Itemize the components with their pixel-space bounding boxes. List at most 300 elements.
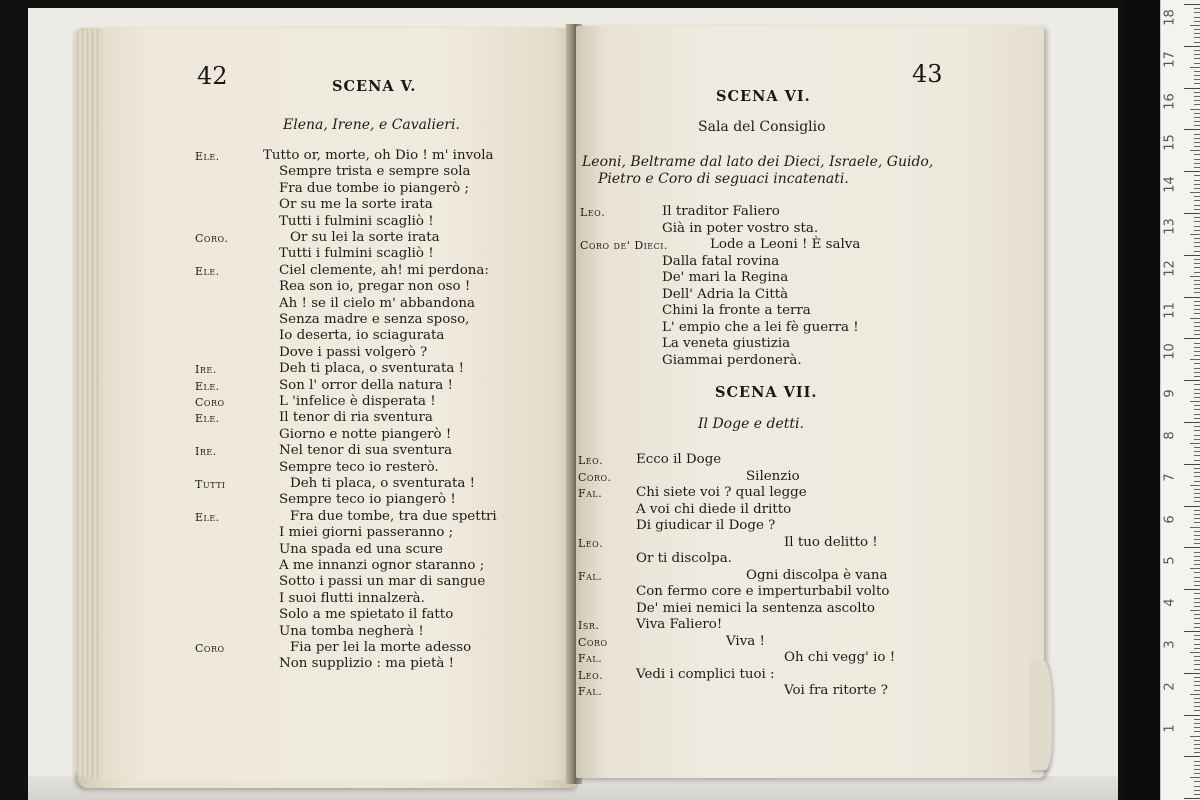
right-scene-heading-2: SCENA VII. [715, 384, 818, 401]
ruler-tick [1194, 618, 1200, 619]
ruler-tick [1194, 497, 1200, 498]
ruler-tick [1194, 75, 1200, 76]
dialogue-line: Chini la fronte a terra [662, 303, 811, 318]
ruler-tick [1194, 639, 1200, 640]
ruler-tick [1194, 752, 1200, 753]
ruler-tick [1194, 627, 1200, 628]
verse-line: Tutto or, morte, oh Dio ! m' invola [263, 148, 494, 163]
left-characters: Elena, Irene, e Cavalieri. [283, 117, 460, 133]
ruler-tick [1194, 246, 1200, 247]
verse-line: Sotto i passi un mar di sangue [279, 574, 486, 590]
dialogue-line: Giammai perdonerà. [662, 352, 802, 368]
verse-line: Deh ti placa, o sventurata ! [279, 361, 464, 377]
ruler-tick [1194, 790, 1200, 791]
verse-line: I miei giorni passeranno ; [279, 525, 454, 541]
ruler-tick [1194, 581, 1200, 582]
ruler-tick [1194, 200, 1200, 201]
ruler-tick [1194, 267, 1200, 268]
ruler-tick [1194, 175, 1200, 176]
ruler-number: 18 [1162, 9, 1178, 26]
ruler-tick [1194, 685, 1200, 686]
ruler-tick [1194, 740, 1200, 741]
speaker-label: Coro [195, 642, 225, 655]
ruler-tick [1194, 669, 1200, 670]
ruler-tick [1194, 33, 1200, 34]
ruler-tick [1194, 656, 1200, 657]
ruler-tick [1194, 180, 1200, 181]
dialogue-line: Il traditor Faliero [662, 204, 780, 219]
ruler-tick [1194, 393, 1200, 394]
right-characters-line-2: Pietro e Coro di seguaci incatenati. [598, 171, 849, 187]
ruler-tick [1194, 794, 1200, 795]
ruler-tick [1194, 439, 1200, 440]
ruler-tick [1184, 756, 1200, 757]
verse-line: Or su lei la sorte irata [290, 230, 440, 245]
verse-line: Senza madre e senza sposo, [279, 312, 470, 327]
ruler-tick [1194, 284, 1200, 285]
verse-line: Giorno e notte piangerò ! [279, 426, 452, 442]
ruler-tick [1194, 556, 1200, 557]
dialogue-line: Con fermo core e imperturbabil volto [636, 584, 890, 599]
ruler-tick [1194, 744, 1200, 745]
ruler-tick [1194, 301, 1200, 302]
ruler-tick [1194, 17, 1200, 18]
ruler-number: 7 [1162, 473, 1178, 482]
ruler-tick [1184, 213, 1200, 214]
ruler-tick [1194, 681, 1200, 682]
ruler-tick [1194, 217, 1200, 218]
ruler-tick [1194, 769, 1200, 770]
ruler-tick [1194, 355, 1200, 356]
ruler-tick [1184, 589, 1200, 590]
open-book [70, 20, 1050, 790]
ruler-number: 13 [1162, 218, 1178, 235]
ruler-number: 15 [1162, 134, 1178, 152]
verse-line: Una tomba negherà ! [279, 623, 424, 639]
ruler-tick [1194, 146, 1200, 147]
verse-line: I suoi flutti innalzerà. [279, 590, 425, 606]
ruler-tick [1194, 188, 1200, 189]
verse-line: Ah ! se il cielo m' abbandona [279, 295, 475, 311]
ruler-tick [1190, 318, 1200, 319]
ruler-tick [1194, 786, 1200, 787]
ruler-tick [1194, 518, 1200, 519]
ruler-tick [1194, 21, 1200, 22]
ruler-tick [1194, 460, 1200, 461]
dialogue-line: Or ti discolpa. [636, 551, 732, 566]
ruler-tick [1194, 221, 1200, 222]
speaker-label: Leo. [578, 536, 604, 550]
ruler-tick [1194, 606, 1200, 607]
ruler-tick [1184, 297, 1200, 298]
ruler-tick [1194, 154, 1200, 155]
ruler-tick [1190, 25, 1200, 26]
ruler-tick [1194, 142, 1200, 143]
verse-line: Il tenor di ria sventura [279, 410, 433, 426]
ruler-tick [1194, 163, 1200, 164]
ruler-tick [1194, 117, 1200, 118]
ruler-tick [1194, 572, 1200, 573]
ruler-tick [1190, 150, 1200, 151]
speaker-label: Coro de' Dieci. [580, 239, 668, 252]
dialogue-line: De' miei nemici la sentenza ascolto [636, 600, 875, 616]
ruler-tick [1194, 259, 1200, 260]
speaker-label: Coro [578, 635, 608, 649]
page-edges [74, 30, 104, 778]
right-page [576, 26, 1044, 778]
dialogue-line: Dalla fatal rovina [662, 253, 780, 269]
ruler-tick [1190, 401, 1200, 402]
scene-setting: Sala del Consiglio [698, 119, 826, 135]
left-scene-heading: SCENA V. [332, 78, 417, 95]
ruler-tick [1194, 677, 1200, 678]
speaker-label: Fal. [578, 652, 603, 665]
ruler-tick [1194, 447, 1200, 448]
speaker-label: Fal. [578, 685, 603, 698]
ruler-tick [1194, 409, 1200, 410]
speaker-label: Isr. [578, 619, 600, 632]
dialogue-line: Il tuo delitto ! [784, 534, 878, 550]
ruler-tick [1194, 455, 1200, 456]
dialogue-line: A voi chi diede il dritto [636, 501, 792, 517]
torn-page-corner [1030, 660, 1052, 770]
ruler-number: 9 [1162, 389, 1178, 398]
speaker-label: Fal. [578, 569, 603, 583]
ruler-tick [1194, 489, 1200, 490]
ruler-tick [1190, 67, 1200, 68]
speaker-label: Tutti [195, 478, 226, 491]
speaker-label: Coro [195, 396, 225, 409]
ruler-tick [1184, 380, 1200, 381]
ruler-tick [1194, 510, 1200, 511]
ruler-tick [1194, 710, 1200, 711]
ruler-number: 1 [1162, 723, 1178, 733]
ruler-tick [1194, 543, 1200, 544]
ruler-tick [1194, 125, 1200, 126]
ruler-number: 2 [1162, 682, 1178, 691]
ruler-tick [1184, 171, 1200, 172]
ruler-tick [1184, 547, 1200, 548]
ruler-tick [1194, 368, 1200, 369]
ruler-tick [1194, 660, 1200, 661]
ruler-tick [1194, 501, 1200, 502]
ruler-tick [1194, 372, 1200, 373]
ruler-tick [1194, 384, 1200, 385]
speaker-label: Ire. [195, 445, 217, 459]
speaker-label: Ele. [195, 412, 220, 426]
ruler-tick [1194, 363, 1200, 364]
ruler-tick [1194, 531, 1200, 532]
ruler-tick [1194, 389, 1200, 390]
dialogue-line: Oh chi vegg' io ! [784, 650, 896, 665]
ruler-tick [1190, 359, 1200, 360]
ruler-tick [1184, 255, 1200, 256]
ruler-tick [1190, 109, 1200, 110]
ruler-tick [1194, 664, 1200, 665]
ruler-tick [1194, 226, 1200, 227]
ruler-tick [1194, 748, 1200, 749]
verse-line: Deh ti placa, o sventurata ! [290, 476, 475, 491]
ruler-tick [1194, 29, 1200, 30]
ruler-tick [1194, 37, 1200, 38]
verse-line: Fra due tombe, tra due spettri [290, 508, 497, 524]
ruler-tick [1190, 694, 1200, 695]
ruler-tick [1194, 690, 1200, 691]
ruler-tick [1184, 338, 1200, 339]
verse-line: Or su me la sorte irata [279, 197, 433, 213]
dialogue-line: Vedi i complici tuoi : [636, 666, 775, 682]
right-scene-heading: SCENA VI. [716, 88, 811, 105]
ruler-tick [1194, 552, 1200, 553]
ruler-tick [1194, 138, 1200, 139]
ruler-tick [1194, 614, 1200, 615]
ruler-tick [1194, 104, 1200, 105]
verse-line: Fra due tombe io piangerò ; [279, 180, 469, 196]
ruler-tick [1194, 376, 1200, 377]
ruler-number: 17 [1162, 51, 1178, 68]
ruler-tick [1194, 251, 1200, 252]
ruler-tick [1194, 435, 1200, 436]
speaker-label: Ele. [195, 150, 220, 163]
ruler-tick [1194, 539, 1200, 540]
ruler-tick [1194, 79, 1200, 80]
ruler-tick [1190, 234, 1200, 235]
dialogue-line: Lode a Leoni ! È salva [710, 237, 861, 252]
ruler-tick [1194, 535, 1200, 536]
verse-line: Rea son io, pregar non oso ! [279, 279, 471, 295]
ruler-tick [1194, 8, 1200, 9]
speaker-label: Ele. [195, 264, 220, 278]
speaker-label: Leo. [580, 206, 606, 219]
verse-line: Una spada ed una scure [279, 541, 443, 557]
ruler-tick [1194, 644, 1200, 645]
ruler-tick [1194, 522, 1200, 523]
ruler-number: 14 [1162, 176, 1178, 193]
ruler-tick [1194, 167, 1200, 168]
right-characters-line-1: Leoni, Beltrame dal lato dei Dieci, Israele, Guido, [582, 154, 934, 170]
ruler-tick [1194, 731, 1200, 732]
ruler-tick [1194, 585, 1200, 586]
ruler-tick [1194, 263, 1200, 264]
ruler-tick [1194, 159, 1200, 160]
ruler-tick [1194, 430, 1200, 431]
ruler-tick [1194, 577, 1200, 578]
ruler-tick [1194, 343, 1200, 344]
ruler-number: 6 [1162, 514, 1178, 524]
ruler-tick [1194, 781, 1200, 782]
ruler-number: 3 [1162, 640, 1178, 649]
ruler-tick [1194, 326, 1200, 327]
speaker-label: Ire. [195, 363, 217, 377]
ruler-tick [1190, 610, 1200, 611]
verse-line: Dove i passi volgerò ? [279, 344, 428, 360]
ruler-tick [1194, 196, 1200, 197]
ruler-tick [1194, 560, 1200, 561]
ruler-tick [1194, 280, 1200, 281]
speaker-label: Leo. [578, 668, 604, 682]
verse-line: Nel tenor di sua sventura [279, 443, 453, 459]
ruler-tick [1194, 113, 1200, 114]
ruler-number: 4 [1162, 598, 1178, 607]
dialogue-line: Dell' Adria la Città [662, 286, 789, 302]
ruler-tick [1194, 623, 1200, 624]
dialogue-line: Voi fra ritorte ? [784, 683, 888, 698]
speaker-label: Coro. [195, 232, 229, 245]
ruler-tick [1184, 129, 1200, 130]
ruler-tick [1194, 96, 1200, 97]
verse-line: Tutti i fulmini scagliò ! [279, 246, 434, 262]
verse-line: Sempre teco io piangerò ! [279, 492, 456, 508]
ruler-tick [1194, 426, 1200, 427]
ruler-tick [1194, 773, 1200, 774]
ruler-tick [1190, 276, 1200, 277]
verse-line: Io deserta, io sciagurata [279, 328, 445, 344]
ruler-tick [1194, 205, 1200, 206]
ruler-tick [1194, 702, 1200, 703]
ruler-tick [1194, 305, 1200, 306]
dialogue-line: Chi siete voi ? qual legge [636, 485, 807, 500]
ruler-tick [1190, 568, 1200, 569]
ruler-tick [1184, 88, 1200, 89]
ruler-tick [1194, 493, 1200, 494]
ruler-tick [1190, 527, 1200, 528]
ruler-tick [1194, 514, 1200, 515]
ruler-tick [1194, 50, 1200, 51]
ruler-tick [1194, 54, 1200, 55]
ruler-tick [1194, 481, 1200, 482]
ruler-tick [1194, 272, 1200, 273]
ruler-tick [1194, 292, 1200, 293]
ruler-tick [1190, 443, 1200, 444]
verse-line: Son l' orror della natura ! [279, 377, 453, 393]
ruler-tick [1194, 100, 1200, 101]
ruler-tick [1194, 42, 1200, 43]
dialogue-line: Già in poter vostro sta. [662, 220, 819, 236]
ruler-tick [1194, 351, 1200, 352]
dialogue-line: Di giudicar il Doge ? [636, 518, 776, 533]
dialogue-line: Ogni discolpa è vana [746, 567, 888, 583]
verse-line: Non supplizio : ma pietà ! [279, 656, 455, 672]
dialogue-line: Silenzio [746, 468, 800, 484]
right-characters-2: Il Doge e detti. [698, 416, 804, 432]
dialogue-line: De' mari la Regina [662, 270, 789, 285]
ruler-tick [1184, 715, 1200, 716]
ruler-tick [1194, 322, 1200, 323]
verse-line: Sempre teco io resterò. [279, 459, 439, 475]
ruler-tick [1194, 418, 1200, 419]
ruler-tick [1194, 635, 1200, 636]
ruler-tick [1194, 723, 1200, 724]
ruler-number: 10 [1162, 343, 1178, 361]
ruler-tick [1194, 313, 1200, 314]
verse-line: Sempre trista e sempre sola [279, 164, 471, 180]
speaker-label: Fal. [578, 487, 603, 500]
ruler-tick [1184, 506, 1200, 507]
ruler-tick [1194, 288, 1200, 289]
speaker-label: Ele. [195, 510, 220, 524]
ruler-tick [1194, 719, 1200, 720]
speaker-label: Ele. [195, 379, 220, 393]
ruler-tick [1184, 4, 1200, 5]
ruler-tick [1194, 238, 1200, 239]
ruler-tick [1190, 192, 1200, 193]
verse-line: Solo a me spietato il fatto [279, 607, 454, 623]
ruler-tick [1194, 765, 1200, 766]
ruler-tick [1194, 83, 1200, 84]
ruler-number: 5 [1162, 556, 1178, 566]
ruler-tick [1194, 184, 1200, 185]
ruler-tick [1194, 602, 1200, 603]
ruler-number: 16 [1162, 92, 1178, 110]
ruler-tick [1194, 472, 1200, 473]
speaker-label: Leo. [578, 454, 604, 467]
ruler-tick [1194, 593, 1200, 594]
ruler-tick [1194, 698, 1200, 699]
ruler-tick [1190, 777, 1200, 778]
ruler-tick [1194, 309, 1200, 310]
ruler-tick [1194, 230, 1200, 231]
ruler-tick [1194, 564, 1200, 565]
ruler-tick [1190, 485, 1200, 486]
ruler-tick [1194, 58, 1200, 59]
ruler-gap [1125, 0, 1160, 800]
ruler-tick [1184, 673, 1200, 674]
verse-line: Fia per lei la morte adesso [290, 640, 472, 655]
speaker-label: Coro. [578, 470, 612, 484]
ruler-tick [1194, 121, 1200, 122]
ruler-tick [1194, 397, 1200, 398]
dialogue-line: La veneta giustizia [662, 336, 791, 351]
verse-line: L 'infelice è disperata ! [279, 394, 436, 409]
dialogue-line: Viva ! [726, 633, 765, 649]
ruler-tick [1194, 134, 1200, 135]
ruler-number: 12 [1162, 260, 1178, 277]
ruler-tick [1184, 798, 1200, 799]
measuring-ruler [1160, 0, 1200, 800]
ruler-tick [1194, 727, 1200, 728]
ruler-tick [1184, 631, 1200, 632]
ruler-tick [1194, 598, 1200, 599]
ruler-tick [1194, 12, 1200, 13]
ruler-tick [1190, 736, 1200, 737]
ruler-tick [1194, 761, 1200, 762]
ruler-tick [1194, 347, 1200, 348]
ruler-tick [1194, 648, 1200, 649]
ruler-tick [1194, 209, 1200, 210]
ruler-tick [1184, 46, 1200, 47]
ruler-tick [1194, 71, 1200, 72]
verse-line: Ciel clemente, ah! mi perdona: [279, 262, 489, 278]
ruler-tick [1194, 330, 1200, 331]
ruler-tick [1194, 242, 1200, 243]
ruler-tick [1184, 422, 1200, 423]
dialogue-line: L' empio che a lei fè guerra ! [662, 319, 859, 335]
ruler-tick [1194, 92, 1200, 93]
dialogue-line: Ecco il Doge [636, 452, 722, 467]
ruler-tick [1194, 706, 1200, 707]
ruler-tick [1194, 414, 1200, 415]
ruler-number: 11 [1162, 301, 1178, 319]
ruler-tick [1194, 334, 1200, 335]
ruler-tick [1194, 405, 1200, 406]
verse-line: A me innanzi ognor staranno ; [279, 558, 485, 573]
ruler-tick [1194, 451, 1200, 452]
ruler-number: 8 [1162, 431, 1178, 440]
right-page-number: 43 [912, 60, 943, 88]
ruler-tick [1184, 464, 1200, 465]
verse-line: Tutti i fulmini scagliò ! [279, 213, 434, 229]
ruler-tick [1194, 476, 1200, 477]
